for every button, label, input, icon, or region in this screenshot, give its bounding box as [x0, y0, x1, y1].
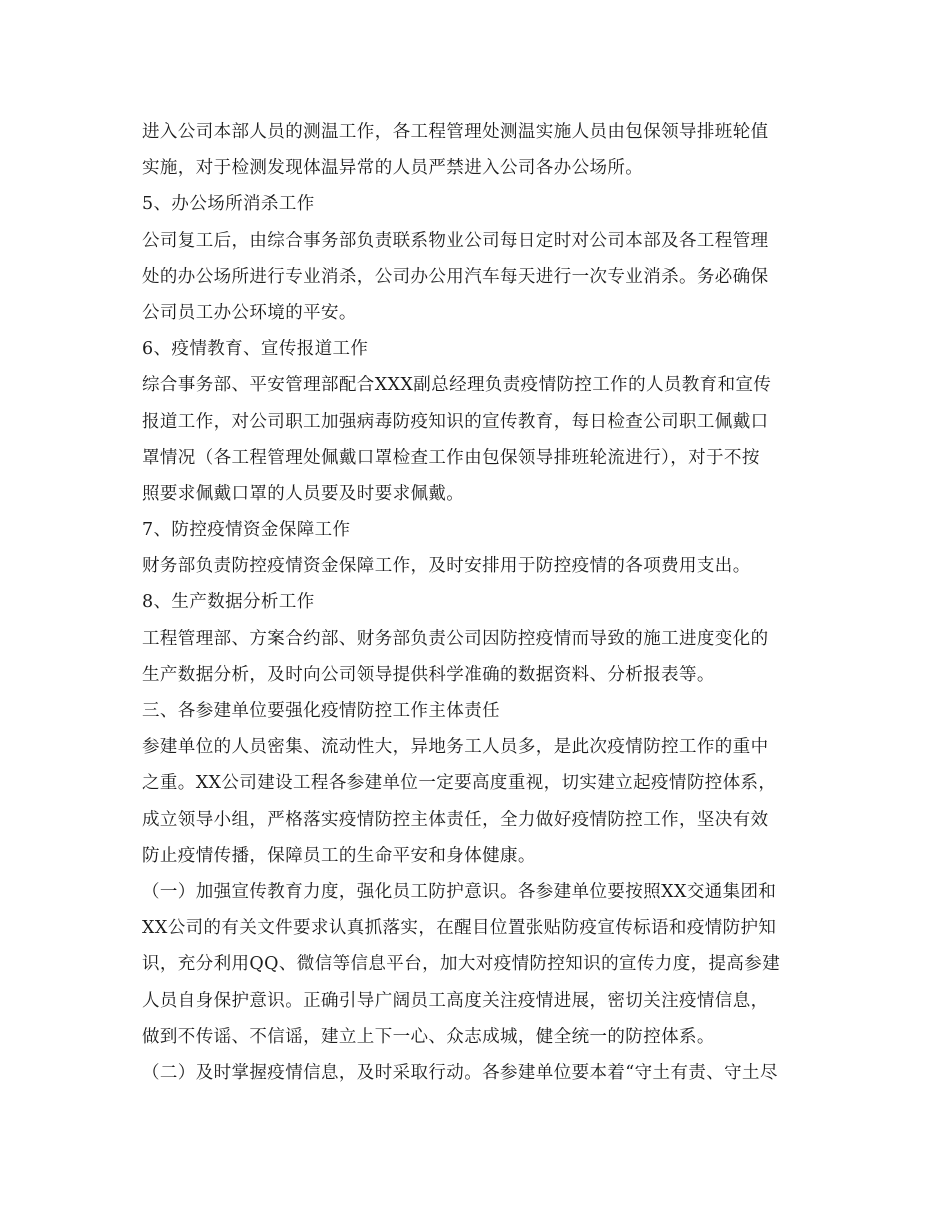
section-heading: 三、各参建单位要强化疫情防控工作主体责任 — [142, 701, 500, 721]
section-heading: 7、防控疫情资金保障工作 — [142, 520, 351, 541]
text-line: 财务部负责防控疫情资金保障工作，及时安排用于防控疫情的各项费用支出。 — [142, 556, 751, 577]
text-line: 成立领导小组，严格落实疫情防控主体责任，全力做好疫情防控工作，坚决有效 — [142, 809, 769, 830]
text-line: 照要求佩戴口罩的人员要及时要求佩戴。 — [142, 483, 465, 504]
text-line: 综合事务部、平安管理部配合XXX副总经理负责疫情防控工作的人员教育和宣传 — [142, 375, 772, 396]
text-line: 人员自身保护意识。正确引导广阔员工高度关注疫情进展，密切关注疫情信息， — [142, 990, 769, 1011]
text-line: 识，充分利用QQ、微信等信息平台，加大对疫情防控知识的宣传力度，提高参建 — [142, 954, 781, 975]
text-line: （二）及时掌握疫情信息，及时采取行动。各参建单位要本着“守土有责、守土尽 — [142, 1062, 778, 1083]
text-line: 参建单位的人员密集、流动性大，异地务工人员多，是此次疫情防控工作的重中 — [142, 737, 769, 758]
text-line: 罩情况（各工程管理处佩戴口罩检查工作由包保领导排班轮流进行），对于不按 — [142, 447, 760, 468]
text-line: 防止疫情传播，保障员工的生命平安和身体健康。 — [142, 845, 536, 866]
text-line: 报道工作，对公司职工加强病毒防疫知识的宣传教育，每日检查公司职工佩戴口 — [142, 411, 769, 432]
text-line: 公司员工办公环境的平安。 — [142, 302, 357, 323]
text-line: 工程管理部、方案合约部、财务部负责公司因防控疫情而导致的施工进度变化的 — [142, 628, 769, 649]
text-line: 做到不传谣、不信谣，建立上下一心、众志成城，健全统一的防控体系。 — [142, 1026, 715, 1047]
section-heading: 5、办公场所消杀工作 — [142, 194, 315, 215]
text-line: 处的办公场所进行专业消杀，公司办公用汽车每天进行一次专业消杀。务必确保 — [142, 266, 769, 287]
document-body — [142, 114, 812, 1091]
section-heading: 6、疫情教育、宣传报道工作 — [142, 339, 369, 360]
text-line: 实施，对于检测发现体温异常的人员严禁进入公司各办公场所。 — [142, 158, 644, 179]
text-line: 生产数据分析，及时向公司领导提供科学准确的数据资料、分析报表等。 — [142, 664, 715, 685]
section-heading: 8、生产数据分析工作 — [142, 592, 315, 613]
text-line: 之重。XX公司建设工程各参建单位一定要高度重视，切实建立起疫情防控体系， — [142, 773, 777, 794]
text-line: 公司复工后，由综合事务部负责联系物业公司每日定时对公司本部及各工程管理 — [142, 230, 769, 251]
text-line: （一）加强宣传教育力度，强化员工防护意识。各参建单位要按照XX交通集团和 — [142, 881, 777, 902]
text-line: 进入公司本部人员的测温工作，各工程管理处测温实施人员由包保领导排班轮值 — [142, 122, 769, 142]
text-line: XX公司的有关文件要求认真抓落实，在醒目位置张贴防疫宣传标语和疫情防护知 — [142, 918, 777, 939]
